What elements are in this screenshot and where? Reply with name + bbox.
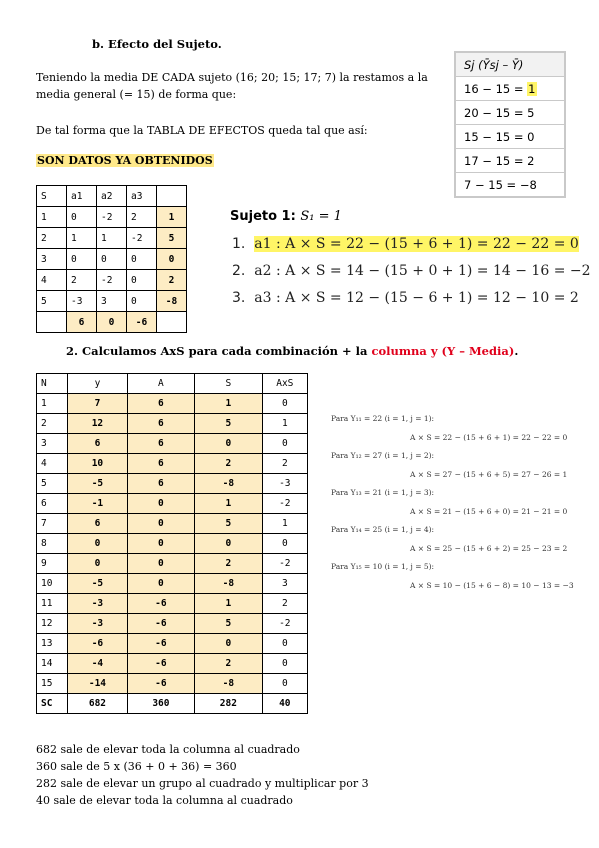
table-row: 1 0 -2 2 1 [37, 207, 187, 228]
effects-row: 17 − 15 = 2 [456, 149, 565, 173]
side-calc-label: Para Y₁₂ = 27 (i = 1, j = 2): [331, 451, 435, 460]
table-row: 15 -14 -6 -8 0 [37, 674, 308, 694]
side-calc-label: Para Y₁₄ = 25 (i = 1, j = 4): [331, 525, 435, 534]
effects-row: 7 − 15 = −8 [456, 173, 565, 197]
table-row: 8 0 0 0 0 [37, 534, 308, 554]
side-calc-label: Para Y₁₁ = 22 (i = 1, j = 1): [331, 414, 435, 423]
note-line: 360 sale de 5 x (36 + 0 + 36) = 360 [36, 760, 237, 773]
side-calc-result: A × S = 27 − (15 + 6 + 5) = 27 − 26 = 1 [410, 470, 568, 479]
subject-table [36, 185, 187, 333]
obtained-label: SON DATOS YA OBTENIDOS [37, 154, 213, 167]
side-calc-result: A × S = 25 − (15 + 6 + 2) = 25 − 23 = 2 [410, 544, 568, 553]
table-row: 4 2 -2 0 2 [37, 270, 187, 291]
effects-header: Sj (Ȳsj – Ȳ) [456, 53, 565, 77]
table-row: 12 -3 -6 5 -2 [37, 614, 308, 634]
table-row: 6 0 -6 [37, 312, 187, 333]
table-row: 7 6 0 5 1 [37, 514, 308, 534]
note-line: 282 sale de elevar un grupo al cuadrado y multiplicar por 3 [36, 777, 369, 790]
note-line: 40 sale de elevar toda la columna al cuadrado [36, 794, 293, 807]
table-header: A [127, 374, 194, 394]
table-row: 5 -5 6 -8 -3 [37, 474, 308, 494]
effects-table [455, 52, 565, 197]
table-row: 4 10 6 2 2 [37, 454, 308, 474]
table-header: S [195, 374, 262, 394]
side-calc-result: A × S = 21 − (15 + 6 + 0) = 21 − 21 = 0 [410, 507, 568, 516]
table-row: 10 -5 0 -8 3 [37, 574, 308, 594]
table-header: S [37, 186, 67, 207]
table-row: 5 -3 3 0 -8 [37, 291, 187, 312]
table-row: 6 -1 0 1 -2 [37, 494, 308, 514]
table-row: 9 0 0 2 -2 [37, 554, 308, 574]
table-header: N [37, 374, 68, 394]
effects-row: 16 − 15 = 1 [456, 77, 565, 101]
table-header: y [68, 374, 127, 394]
table-row: 2 12 6 5 1 [37, 414, 308, 434]
side-calc-result: A × S = 10 − (15 + 6 − 8) = 10 − 13 = −3 [410, 581, 574, 590]
sum-row: SC 682 360 282 40 [37, 694, 308, 714]
effects-line: De tal forma que la TABLA DE EFECTOS queda tal que así: [36, 124, 368, 137]
sujeto-title: Sujeto 1: S₁ = 1 [230, 209, 342, 224]
sujeto-item: 1. a1 : A × S = 22 − (15 + 6 + 1) = 22 − 22 = 0 [232, 236, 579, 252]
table-row: 3 6 6 0 0 [37, 434, 308, 454]
table-header: a3 [127, 186, 157, 207]
side-calc-result: A × S = 22 − (15 + 6 + 1) = 22 − 22 = 0 [410, 433, 568, 442]
table-row: 13 -6 -6 0 0 [37, 634, 308, 654]
effects-row: 20 − 15 = 5 [456, 101, 565, 125]
side-calc-label: Para Y₁₅ = 10 (i = 1, j = 5): [331, 562, 435, 571]
table-row: 11 -3 -6 1 2 [37, 594, 308, 614]
note-line: 682 sale de elevar toda la columna al cuadrado [36, 743, 300, 756]
sujeto-item: 2. a2 : A × S = 14 − (15 + 0 + 1) = 14 − 16 = −2 [232, 263, 591, 279]
effects-row: 15 − 15 = 0 [456, 125, 565, 149]
sujeto-item: 3. a3 : A × S = 12 − (15 − 6 + 1) = 12 − 10 = 2 [232, 290, 579, 306]
intro-line-2: media general (= 15) de forma que: [36, 88, 237, 101]
table-header: AxS [262, 374, 307, 394]
section-2-heading: 2. Calculamos AxS para cada combinación + la columna y (Y – Media). [66, 344, 519, 358]
table-header [157, 186, 187, 207]
intro-line-1: Teniendo la media DE CADA sujeto (16; 20; 15; 17; 7) la restamos a la [36, 71, 428, 84]
section-b-heading: b. Efecto del Sujeto. [92, 37, 222, 51]
table-row: 14 -4 -6 2 0 [37, 654, 308, 674]
table-header: a2 [97, 186, 127, 207]
table-header: a1 [67, 186, 97, 207]
table-row: 2 1 1 -2 5 [37, 228, 187, 249]
axs-table [36, 373, 308, 714]
table-row: 1 7 6 1 0 [37, 394, 308, 414]
table-row: 3 0 0 0 0 [37, 249, 187, 270]
side-calc-label: Para Y₁₃ = 21 (i = 1, j = 3): [331, 488, 435, 497]
